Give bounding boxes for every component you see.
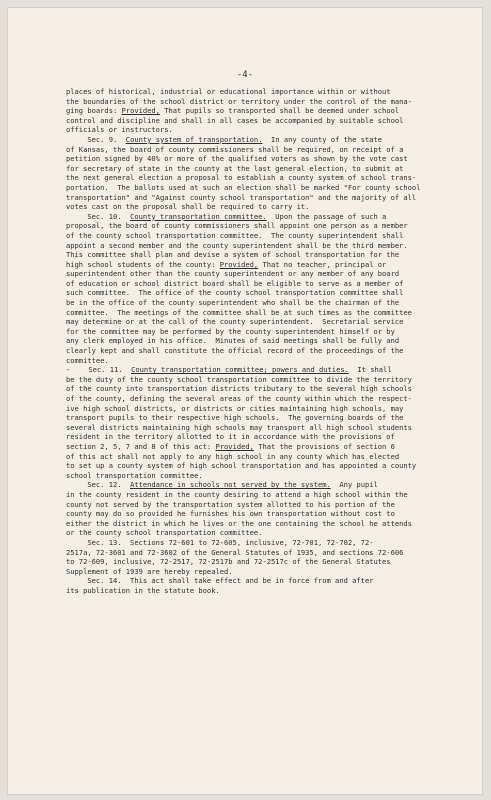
text-segment: resident in the territory allotted to it in accordance with the provisions of (66, 432, 395, 442)
text-segment: of the county school transportation committee. The county superintendent shall (66, 230, 404, 240)
underlined-heading: Provided, (215, 441, 254, 451)
page-number: -4- (236, 70, 254, 80)
text-segment: to 72-609, inclusive, 72-2517, 72-2517b and 72-2517c of the General Statutes (66, 557, 391, 567)
text-line (66, 154, 464, 164)
text-segment: officials or instructors. (66, 125, 173, 135)
text-segment: the next general election a proposal to establish a county system of school trans- (66, 173, 417, 183)
text-segment: any clerk employed in his office. Minutes of said meetings shall be fully and (66, 336, 400, 346)
text-line (66, 548, 464, 558)
text-segment: places of historical, industrial or educational importance within or without (66, 87, 391, 96)
text-line (66, 279, 464, 289)
underlined-heading: Provided, (219, 259, 259, 269)
text-segment: in the county resident in the county desiring to attend a high school within the (66, 489, 408, 499)
text-line (66, 145, 464, 155)
text-line (66, 336, 464, 346)
text-line (66, 288, 464, 298)
text-line (66, 346, 464, 356)
text-segment: clearly kept and shall constitute the official record of the proceedings of the (66, 346, 404, 356)
text-segment: the boundaries of the school district or territory under the control of the mana- (66, 96, 412, 106)
text-segment: Sec. 10. (66, 211, 131, 221)
text-segment: high school students of the county: (66, 259, 220, 269)
text-line (66, 538, 464, 548)
text-segment: of the county into transportation districts tributary to the several high schools (66, 384, 412, 394)
text-line (66, 87, 464, 97)
text-segment: of the county, defining the several areas of the county within which the respect- (66, 394, 412, 403)
text-segment: Sec. 12. (66, 480, 131, 490)
text-line (66, 164, 464, 174)
text-line (66, 375, 464, 385)
text-segment: Sec. 9. (66, 134, 126, 144)
text-segment: of Kansas, the board of county commissioners shall be required, on receipt of a (66, 144, 404, 154)
text-segment: its publication in the statute book. (66, 585, 220, 595)
text-segment: for secretary of state in the county at the last general election, to submit at (66, 163, 404, 173)
text-line (66, 432, 464, 442)
text-segment: committee. The meetings of the committee shall be at such times as the committee (66, 307, 412, 317)
text-line (66, 500, 464, 510)
text-line (66, 413, 464, 423)
underlined-heading: County transportation committee; powers and duties. (131, 365, 349, 375)
text-segment: to set up a county system of high school transportation and has appointed a county (66, 461, 417, 471)
text-line (66, 269, 464, 279)
margin-mark: - (66, 365, 71, 375)
text-segment: several districts maintaining high schools may transport all high school students (66, 422, 412, 432)
text-segment: county may do so provided he furnishes his own transportation without cost to (66, 509, 395, 519)
text-segment: votes cast on the proposal shall be required to carry it. (66, 202, 310, 212)
text-line (66, 221, 464, 231)
text-segment: section 2, 5, 7 and 8 of this act: (66, 441, 216, 451)
text-segment: Any pupil (330, 480, 378, 490)
text-line (66, 480, 464, 490)
text-segment: Upon the passage of such a (266, 211, 387, 221)
text-line (66, 106, 464, 116)
underlined-heading: Attendance in schools not served by the system. (130, 480, 331, 490)
text-line (66, 231, 464, 241)
text-segment: such committee. The office of the county school transportation committee shall (66, 288, 404, 298)
text-line (66, 317, 464, 327)
text-segment: be the duty of the county school transportation committee to divide the territory (66, 374, 412, 384)
text-line (66, 298, 464, 308)
text-line (66, 173, 464, 183)
text-line (66, 327, 464, 337)
text-segment: county not served by the transportation system allotted to his portion of the (66, 499, 395, 509)
text-segment: ging boards: (66, 106, 122, 116)
text-segment: committee. (66, 355, 109, 365)
text-line (66, 241, 464, 251)
text-line (66, 528, 464, 538)
text-segment: Sec. 14. This act shall take effect and be in force from and after (66, 576, 374, 586)
text-line (66, 183, 464, 193)
text-line (66, 202, 464, 212)
text-line (66, 125, 464, 135)
text-line (66, 586, 464, 596)
text-line (66, 356, 464, 366)
text-line (66, 193, 464, 203)
text-line (66, 557, 464, 567)
text-segment: ive high school districts, or districts or cities maintaining high schools, may (66, 403, 404, 413)
text-segment: either the district in which he lives or the one containing the school he attends (66, 518, 412, 528)
text-segment: may determine or at the call of the county superintendent. Secretarial service (66, 317, 404, 327)
text-segment: proposal, the board of county commissioners shall appoint one person as a member (66, 221, 408, 231)
text-line (66, 452, 464, 462)
underlined-heading: County transportation committee. (130, 211, 267, 221)
text-line (66, 576, 464, 586)
text-segment: This committee shall plan and devise a system of school transportation for the (66, 250, 400, 260)
text-segment: portation. The ballots used at such an election shall be marked "For county school (66, 182, 421, 192)
document-page (8, 8, 482, 794)
text-segment: for the committee may be performed by the county superintendent himself or by (66, 326, 395, 336)
text-segment: superintendent other than the county superintendent or any member of any board (66, 269, 400, 279)
text-segment: be in the office of the county superintendent who shall be the chairman of the (66, 298, 400, 308)
text-segment: of this act shall not apply to any high school in any county which has elected (66, 451, 400, 461)
text-segment: That pupils so transported shall be deemed under school (159, 106, 400, 116)
text-line (66, 308, 464, 318)
text-line (66, 212, 464, 222)
text-line (66, 490, 464, 500)
underlined-heading: County system of transportation. (125, 134, 263, 144)
text-line (66, 135, 464, 145)
text-segment: That no teacher, principal or (258, 259, 387, 269)
text-line (66, 250, 464, 260)
text-segment: or the county school transportation committee. (66, 528, 263, 538)
text-segment: transport pupils to their respective high schools. The governing boards of the (66, 413, 404, 423)
text-segment: That the provisions of section 6 (253, 441, 395, 451)
text-segment: Sec. 13. Sections 72-601 to 72-605, inclusive, 72-701, 72-702, 72- (66, 537, 374, 547)
text-line (66, 365, 464, 375)
text-segment: Sec. 11. (71, 365, 132, 375)
text-line (66, 260, 464, 270)
text-line (66, 519, 464, 529)
text-line (66, 509, 464, 519)
underlined-heading: Provided, (121, 106, 160, 116)
text-segment: petition signed by 40% or more of the qualified voters as shown by the vote cast (66, 154, 408, 164)
text-segment: It shall (348, 365, 392, 375)
text-segment: appoint a second member and the county superintendent shall be the third member. (66, 240, 408, 250)
text-line (66, 384, 464, 394)
text-line (66, 404, 464, 414)
text-line (66, 116, 464, 126)
text-segment: control and discipline and shall in all cases be accompanied by suitable school (66, 115, 404, 125)
text-segment: Supplement of 1939 are hereby repealed. (66, 566, 233, 576)
text-segment: In any county of the state (262, 134, 383, 144)
text-segment: 2517a, 72-3601 and 72-3602 of the General Statutes of 1935, and sections 72-606 (66, 547, 404, 557)
text-segment: transportation" and "Against county school transportation" and the majority of all (66, 192, 417, 202)
text-line (66, 423, 464, 433)
text-segment: school transportation committee. (66, 470, 203, 480)
text-line (66, 394, 464, 404)
text-line (66, 461, 464, 471)
text-line (66, 471, 464, 481)
document-body (66, 87, 464, 595)
text-segment: of education or school district board shall be eligible to serve as a member of (66, 278, 404, 288)
text-line (66, 567, 464, 577)
text-line (66, 442, 464, 452)
text-line (66, 97, 464, 107)
